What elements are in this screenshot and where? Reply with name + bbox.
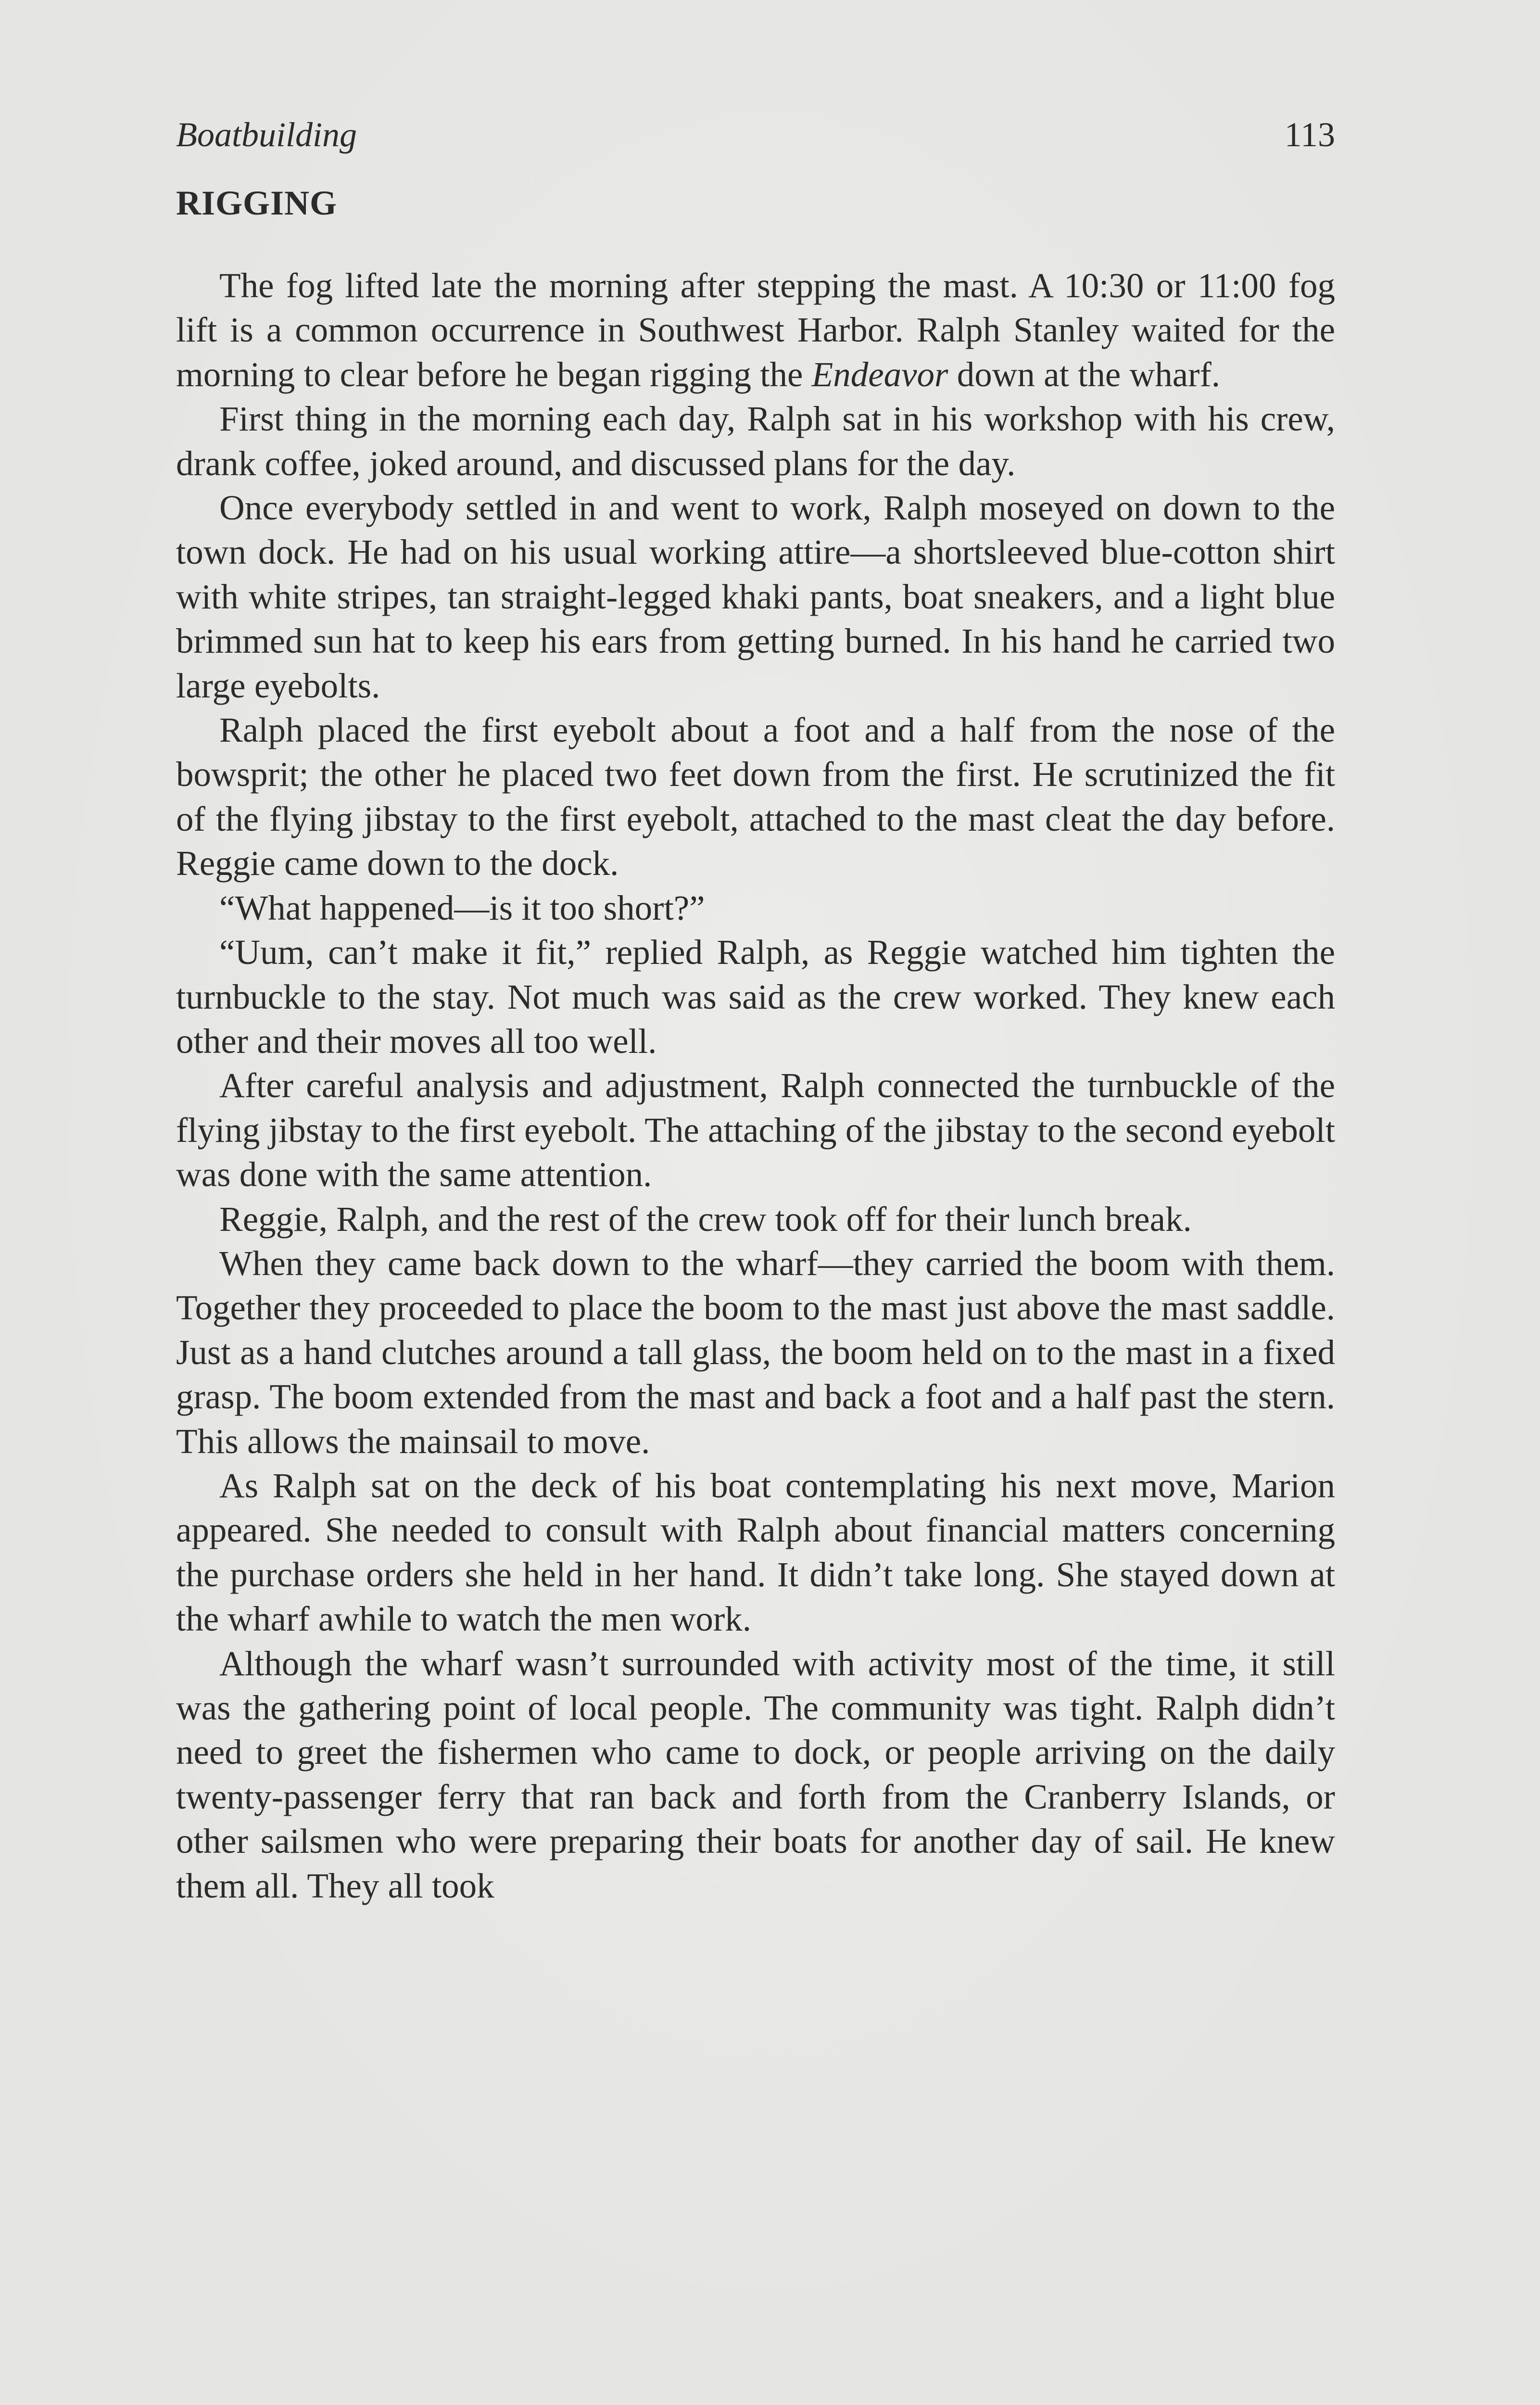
paragraph <box>176 264 1335 397</box>
paragraph: As Ralph sat on the deck of his boat contemplating his next move, Marion appeared. She needed to consult with Ralph about financial matters concerning the purchase orders she held in her hand. It didn’t take long. She stayed down at the wharf awhile to watch the men work. <box>176 1466 1335 1639</box>
running-head <box>176 111 1335 159</box>
running-head-title: Boatbuilding <box>176 115 357 154</box>
section-heading: RIGGING <box>176 184 338 222</box>
paragraph: Once everybody settled in and went to work, Ralph moseyed on down to the town dock. He had on his usual working attire—a shortsleeved blue-cotton shirt with white stripes, tan straight-legged khaki pants, boat sneakers, and a light blue brimmed sun hat to keep his ears from getting burned. In his hand he carried two large eyebolts. <box>176 488 1335 705</box>
paragraph: After careful analysis and adjustment, Ralph connected the turnbuckle of the flying jibstay to the first eyebolt. The attaching of the jibstay to the second eyebolt was done with the same attention. <box>176 1066 1335 1194</box>
page-number: 113 <box>1284 115 1335 154</box>
paragraph: Ralph placed the first eyebolt about a foot and a half from the nose of the bowsprit; the other he placed two feet down from the first. He scrutinized the fit of the flying jibstay to the first eyebolt, attached to the mast cleat the day before. Reggie came down to the dock. <box>176 710 1335 883</box>
paragraph-text: The fog lifted late the morning after stepping the mast. A 10:30 or 11:00 fog lift is a common occurrence in Southwest Harbor. Ralph Stanley waited for the morning to clear before he began rigging the <box>176 266 1335 394</box>
paragraph: “What happened—is it too short?” <box>219 888 705 927</box>
paragraph: First thing in the morning each day, Ralph sat in his workshop with his crew, drank coffee, joked around, and discussed plans for the day. <box>176 399 1335 483</box>
paragraph: Although the wharf wasn’t surrounded with activity most of the time, it still was the gathering point of local people. The community was tight. Ralph didn’t need to greet the fishermen who came to dock, or people arriving on the daily twenty-passenger ferry that ran back and forth from the Cranberry Islands, or other sailsmen who were preparing their boats for another day of sail. He knew them all. They all took <box>176 1644 1335 1905</box>
paragraph-text: down at the wharf. <box>948 354 1221 394</box>
boat-name: Endeavor <box>811 354 948 394</box>
paragraph: When they came back down to the wharf—they carried the boom with them. Together they proceeded to place the boom to the mast just above the mast saddle. Just as a hand clutches around a tall glass, the boom held on to the mast in a fixed grasp. The boom extended from the mast and back a foot and a half past the stern. This allows the mainsail to move. <box>176 1243 1335 1461</box>
paragraph: Reggie, Ralph, and the rest of the crew took off for their lunch break. <box>219 1199 1192 1239</box>
paragraph: “Uum, can’t make it fit,” replied Ralph, as Reggie watched him tighten the turnbuckle to the stay. Not much was said as the crew worked. They knew each other and their moves all too well. <box>176 933 1335 1061</box>
body-text <box>176 264 1335 1908</box>
